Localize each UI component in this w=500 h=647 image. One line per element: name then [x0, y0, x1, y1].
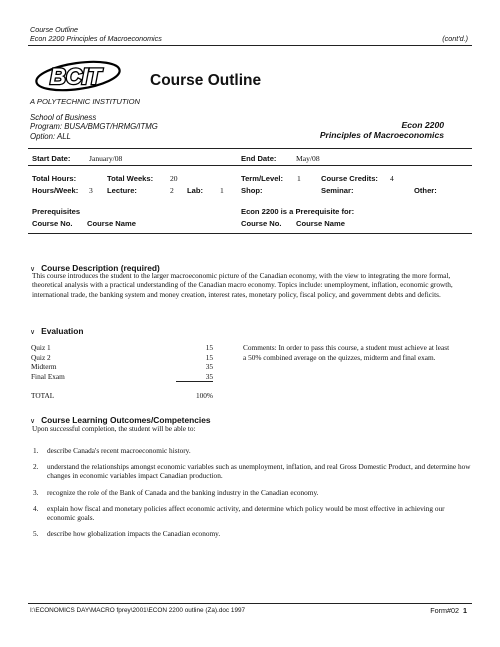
course-id [320, 120, 444, 141]
lecture-label: Lecture: [107, 186, 137, 195]
hours-week-value: 3 [89, 186, 93, 195]
bcit-logo-mark [34, 56, 126, 96]
eval-item-value: 35 [205, 362, 213, 372]
prereq-for-course-name: Course Name [296, 219, 345, 228]
shop-label: Shop: [241, 186, 263, 195]
eval-item-name: Final Exam [31, 372, 65, 382]
evaluation-heading [30, 321, 83, 339]
eval-item-name: Quiz 1 [31, 343, 51, 352]
eval-total-value: 100% [195, 391, 213, 401]
table-row [31, 382, 213, 401]
outcomes-intro: Upon successful completion, the student will be able to: [32, 424, 196, 433]
list-item-number: 4. [33, 503, 39, 513]
list-item-text: understand the relationships amongst economic variables such as unemployment, inflation, and real Gross Domestic Product, and determine how changes in economic variables impact Canadian production. [47, 462, 471, 481]
evaluation-comments: Comments: In order to pass this course, a student must achieve at least a 50% combined average on the quizzes, midterm and final exam. [243, 343, 450, 362]
eval-item-name: Quiz 2 [31, 352, 51, 362]
list-item-text: recognize the role of the Bank of Canada and the banking industry in the Canadian economy. [47, 487, 319, 497]
page-title: Course Outline [150, 72, 262, 89]
list-item-text: describe Canada's recent macroeconomic history. [47, 446, 191, 455]
eval-item-value: 15 [205, 343, 213, 352]
credits-label: Course Credits: [321, 174, 378, 183]
school-info [30, 113, 158, 141]
school-name: School of Business [30, 113, 97, 122]
eval-item-name: Midterm [31, 362, 57, 372]
end-date-label: End Date: [241, 154, 277, 163]
course-name: Principles of Macroeconomics [319, 130, 444, 141]
table-row [31, 343, 213, 353]
outcomes-heading-text: Course Learning Outcomes/Competencies [41, 415, 211, 425]
eval-total-label: TOTAL [31, 391, 55, 401]
list-item [33, 529, 473, 538]
list-item-text: describe how globalization impacts the Canadian economy. [47, 529, 221, 539]
table-row [31, 372, 213, 382]
list-item [33, 462, 473, 480]
end-date-value: May/08 [296, 154, 320, 163]
footer-rule [28, 603, 472, 604]
option-name: Option: ALL [30, 131, 71, 141]
total-hours-label: Total Hours: [32, 174, 77, 183]
page-number: 1 [463, 606, 467, 615]
running-header-title: Course Outline [30, 25, 78, 34]
prereq-for-title: Econ 2200 is a Prerequisite for: [241, 207, 355, 216]
eval-item-value: 35 [176, 372, 213, 382]
total-weeks-label: Total Weeks: [107, 174, 154, 183]
description-heading-text: Course Description (required) [41, 263, 160, 273]
list-item-number: 5. [33, 529, 39, 539]
start-date-label: Start Date: [32, 154, 71, 163]
eval-item-value: 15 [205, 352, 213, 362]
other-label: Other: [414, 186, 437, 195]
term-value: 1 [297, 174, 301, 183]
running-header-course: Econ 2200 Principles of Macroeconomics [30, 34, 162, 43]
prereq-course-no: Course No. [32, 219, 73, 228]
evaluation-heading-text: Evaluation [41, 326, 84, 336]
list-item-number: 1. [33, 446, 39, 455]
list-item-number: 2. [33, 462, 39, 472]
course-code: Econ 2200 [401, 120, 444, 130]
prereq-for-course-no: Course No. [241, 219, 282, 228]
bullet-icon: ∨ [30, 418, 36, 425]
seminar-label: Seminar: [321, 186, 354, 195]
list-item-text: explain how fiscal and monetary policies affect economic activity, and determine which policy would be most effective in achieving our economic goals. [47, 503, 445, 523]
description-text: This course introduces the student to the larger macroeconomic picture of the Canadian economy, with the view to integrating the more formal, theoretical analysis with a practical understanding of the Canadian macro economy. Topics include: unemployment, inflation, economic growth, international trade, the banking system and money creation, interest rates, monetary policy, fiscal policy, and government debts and deficits. [32, 271, 453, 299]
credits-value: 4 [390, 174, 394, 183]
prereq-rule [28, 233, 472, 234]
lab-label: Lab: [187, 186, 204, 195]
bcit-logo [34, 56, 126, 96]
list-item [33, 504, 473, 522]
start-date-value: January/08 [89, 154, 123, 163]
prereq-title: Prerequisites [32, 207, 81, 216]
dates-rule [28, 165, 472, 166]
contd-label: (cont'd.) [442, 34, 468, 43]
list-item-number: 3. [33, 487, 39, 497]
table-row [31, 362, 213, 372]
footer-form [430, 606, 467, 615]
bullet-icon: ∨ [30, 266, 36, 273]
table-row [31, 353, 213, 363]
prereq-course-name: Course Name [87, 219, 136, 228]
lab-value: 1 [220, 186, 224, 195]
program-name: Program: BUSA/BMGT/HRMG/ITMG [30, 122, 158, 132]
header-rule [28, 45, 472, 46]
list-item [33, 488, 473, 497]
outcomes-list [33, 446, 473, 545]
hours-week-label: Hours/Week: [32, 186, 79, 195]
footer-path: I:\ECONOMICS DAY\MACRO fprey\2001\ECON 2200 outline (Za).doc 1997 [30, 607, 246, 614]
term-label: Term/Level: [241, 174, 284, 183]
footer-form-id: Form#02 [430, 606, 459, 615]
info-rule [28, 148, 472, 149]
logo-tagline: A POLYTECHNIC INSTITUTION [30, 97, 140, 106]
total-weeks-value: 20 [170, 174, 178, 183]
lecture-value: 2 [170, 186, 174, 195]
bullet-icon: ∨ [30, 329, 36, 336]
running-header [30, 25, 162, 43]
evaluation-table [31, 343, 213, 401]
list-item [33, 446, 473, 455]
svg-text:BCIT: BCIT [50, 64, 102, 89]
